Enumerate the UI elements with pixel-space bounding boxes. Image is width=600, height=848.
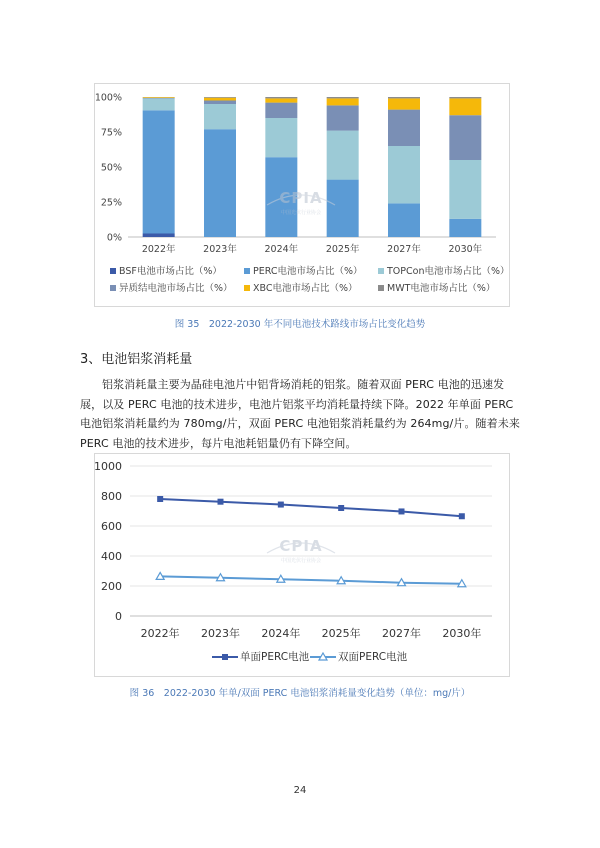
data-point xyxy=(218,499,224,505)
figure-35-caption: 图 35 2022-2030 年不同电池技术路线市场占比变化趋势 xyxy=(174,319,426,330)
legend-swatch xyxy=(110,268,116,274)
legend-label: XBC电池市场占比（%） xyxy=(253,283,358,294)
x-tick-label: 2022年 xyxy=(140,627,180,640)
bar-segment xyxy=(327,97,359,98)
figure-35-legend xyxy=(94,263,508,303)
series-line xyxy=(160,499,462,516)
bar-segment xyxy=(143,110,175,233)
bar-segment xyxy=(204,129,236,237)
figure-35-chart xyxy=(94,83,508,263)
bar-segment xyxy=(327,105,359,130)
legend-swatch xyxy=(244,268,250,274)
watermark-logo: CPIA xyxy=(279,537,323,555)
bar-segment xyxy=(388,110,420,146)
legend-label: BSF电池市场占比（%） xyxy=(119,266,222,277)
y-tick-label: 600 xyxy=(101,520,122,533)
bar-segment xyxy=(204,101,236,105)
legend-label: MWT电池市场占比（%） xyxy=(387,283,496,294)
section-paragraph: 铝浆消耗量主要为晶硅电池片中铝背场消耗的铝浆。随着双面 PERC 电池的迅速发展，以及 PERC 电池的技术进步，电池片铝浆平均消耗量持续下降。2022 年单面 PERC 电池铝浆消耗量约为 780mg/片，双面 PERC 电池铝浆消耗量约为 264mg/片。随着未来 PERC 电池的技术进步，每片电池耗铝量仍有下降空间。 xyxy=(80,378,520,450)
y-tick-label: 25% xyxy=(100,197,122,209)
figure-36-caption: 图 36 2022-2030 年单/双面 PERC 电池铝浆消耗量变化趋势（单位：mg/片） xyxy=(129,688,471,699)
legend-item xyxy=(212,649,309,664)
y-tick-label: 100% xyxy=(94,92,122,104)
y-tick-label: 75% xyxy=(100,127,122,139)
bar-segment xyxy=(327,98,359,105)
legend-swatch xyxy=(378,268,384,274)
y-tick-label: 400 xyxy=(101,550,122,563)
bar-segment xyxy=(388,98,420,109)
legend-item xyxy=(378,263,510,277)
series-line xyxy=(160,576,462,583)
section-title: 3、电池铝浆消耗量 xyxy=(80,352,193,367)
bar-segment xyxy=(204,104,236,129)
legend-item xyxy=(378,280,495,294)
watermark-subtitle: 中国光伏行业协会 xyxy=(280,210,322,216)
data-point xyxy=(278,502,284,508)
x-tick-label: 2023年 xyxy=(203,244,237,255)
cpia-watermark xyxy=(267,537,335,564)
bar-segment xyxy=(449,115,481,160)
legend-swatch xyxy=(244,285,250,291)
x-tick-label: 2030年 xyxy=(448,244,483,255)
bar-segment xyxy=(143,98,175,110)
figure-36-legend xyxy=(94,647,508,667)
watermark-logo: CPIA xyxy=(279,189,323,207)
y-tick-label: 50% xyxy=(100,162,122,174)
legend-item xyxy=(244,280,358,294)
x-tick-label: 2022年 xyxy=(141,244,176,255)
x-tick-label: 2027年 xyxy=(387,244,421,255)
bar-segment xyxy=(265,97,297,98)
legend-item xyxy=(310,649,407,664)
legend-swatch xyxy=(110,285,116,291)
x-tick-label: 2024年 xyxy=(261,627,301,640)
data-point xyxy=(338,505,344,511)
legend-label: 异质结电池市场占比（%） xyxy=(119,283,233,294)
x-tick-label: 2030年 xyxy=(442,627,482,640)
bar-segment xyxy=(449,160,481,219)
x-tick-label: 2023年 xyxy=(201,627,240,640)
x-tick-label: 2027年 xyxy=(382,627,421,640)
data-point xyxy=(157,496,163,502)
data-point xyxy=(459,513,465,519)
legend-swatch xyxy=(212,652,238,662)
bar-segment xyxy=(449,97,481,98)
bar-segment xyxy=(388,146,420,203)
legend-item xyxy=(110,280,233,294)
y-tick-label: 0% xyxy=(106,232,122,244)
y-tick-label: 1000 xyxy=(94,460,122,473)
bar-segment xyxy=(143,97,175,98)
figure-36-chart xyxy=(94,453,508,643)
bar-segment xyxy=(204,98,236,101)
y-tick-label: 200 xyxy=(101,580,122,593)
legend-label: PERC电池市场占比（%） xyxy=(253,266,363,277)
bar-segment xyxy=(449,219,481,237)
watermark-subtitle: 中国光伏行业协会 xyxy=(280,558,322,564)
x-tick-label: 2024年 xyxy=(264,244,299,255)
y-tick-label: 0 xyxy=(115,610,122,623)
legend-swatch xyxy=(310,652,336,662)
legend-swatch xyxy=(378,285,384,291)
bar-segment xyxy=(449,98,481,115)
bar-segment xyxy=(327,180,359,237)
y-tick-label: 800 xyxy=(101,490,122,503)
bar-segment xyxy=(327,131,359,180)
bar-segment xyxy=(265,98,297,102)
bar-segment xyxy=(388,203,420,237)
legend-label: 单面PERC电池 xyxy=(240,651,310,663)
bar-segment xyxy=(143,98,175,99)
legend-item xyxy=(244,263,363,277)
bar-segment xyxy=(204,97,236,98)
data-point xyxy=(399,508,405,514)
bar-segment xyxy=(265,118,297,157)
legend-label: TOPCon电池市场占比（%） xyxy=(387,266,510,277)
x-tick-label: 2025年 xyxy=(325,244,360,255)
legend-label: 双面PERC电池 xyxy=(338,651,408,663)
legend-marker xyxy=(222,654,228,660)
bar-segment xyxy=(388,97,420,98)
page-number: 24 xyxy=(293,785,307,796)
bar-segment xyxy=(143,234,175,238)
bar-segment xyxy=(265,103,297,118)
x-tick-label: 2025年 xyxy=(321,627,361,640)
legend-item xyxy=(110,263,222,277)
